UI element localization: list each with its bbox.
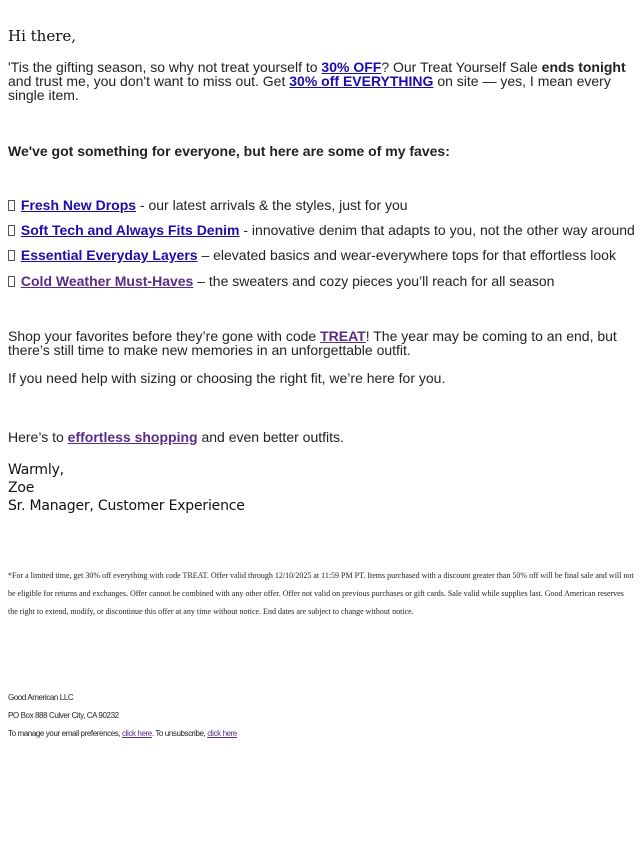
intro-paragraph [8, 60, 634, 102]
cheers-text-1: Here’s to [8, 429, 68, 445]
cheers-text-2: and even better outfits. [197, 429, 344, 445]
list-item [8, 247, 640, 263]
effortless-shopping-link[interactable]: effortless shopping [67, 429, 198, 445]
unsubscribe-link[interactable]: click here [207, 729, 237, 738]
signature-name: Zoe [8, 480, 35, 496]
list-item [8, 222, 640, 238]
faves-heading: We've got something for everyone, but here are some of my faves: [8, 143, 450, 159]
footer-links [8, 729, 237, 738]
denim-link[interactable]: Soft Tech and Always Fits Denim [20, 222, 240, 238]
intro-text-3: and trust me, you don't want to miss out. Get [8, 73, 290, 89]
intro-text-4: on site — yes, I mean every single item. [8, 73, 611, 103]
intro-text-1: 'Tis the gifting season, so why not treat yourself to [8, 59, 322, 75]
code-text-2: ! The year may be coming to an end, but there’s still time to make new memories in an unforgettable outfit. [8, 328, 617, 358]
help-paragraph: If you need help with sizing or choosing the right fit, we’re here for you. [8, 370, 446, 386]
fresh-new-drops-link[interactable]: Fresh New Drops [20, 197, 137, 213]
ends-tonight-text: ends tonight [541, 59, 626, 75]
list-item [8, 273, 640, 289]
bullet-icon [8, 276, 15, 287]
greeting: Hi there, [8, 27, 77, 45]
manage-preferences-link[interactable]: click here [122, 729, 152, 738]
bullet-icon [8, 225, 15, 236]
unsub-text: . To unsubscribe, [151, 729, 208, 738]
footer-company: Good American LLC [8, 693, 74, 702]
item-description: - innovative denim that adapts to you, not the other way around [239, 222, 635, 238]
intro-text-2: ? Our Treat Yourself Sale [381, 59, 542, 75]
cheers-paragraph [8, 430, 634, 444]
treat-code-link[interactable]: TREAT [320, 328, 366, 344]
fine-print: *For a limited time, get 30% off everything with code TREAT. Offer valid through 12/10/2025 at 11:59 PM PT. Items purchased with a discount greater than 50% off will be final sale and will not be eligible for returns and exchanges. Offer cannot be combined with any other offer. Offer not valid on previous purchases or gift cards. Sale valid while supplies last. Good American reserves the right to extend, modify, or discontinue this offer at any time without notice. End dates are subject to change without notice. [8, 571, 634, 616]
item-description: - our latest arrivals & the styles, just for you [136, 197, 408, 213]
bullet-icon [8, 250, 15, 261]
bullet-icon [8, 200, 15, 211]
thirty-off-everything-link[interactable]: 30% off EVERYTHING [289, 73, 434, 89]
code-text-1: Shop your favorites before they’re gone with code [8, 328, 321, 344]
everyday-layers-link[interactable]: Essential Everyday Layers [20, 247, 198, 263]
signature-title: Sr. Manager, Customer Experience [8, 498, 245, 514]
thirty-off-link[interactable]: 30% OFF [321, 59, 382, 75]
item-description: – the sweaters and cozy pieces you’ll reach for all season [193, 273, 555, 289]
code-paragraph [8, 329, 634, 357]
list-item [8, 197, 640, 213]
signature-closing: Warmly, [8, 462, 64, 478]
cold-weather-link[interactable]: Cold Weather Must-Haves [20, 273, 194, 289]
footer-address: PO Box 888 Culver City, CA 90232 [8, 711, 119, 720]
item-description: – elevated basics and wear-everywhere tops for that effortless look [197, 247, 616, 263]
prefs-text: To manage your email preferences, [8, 729, 123, 738]
